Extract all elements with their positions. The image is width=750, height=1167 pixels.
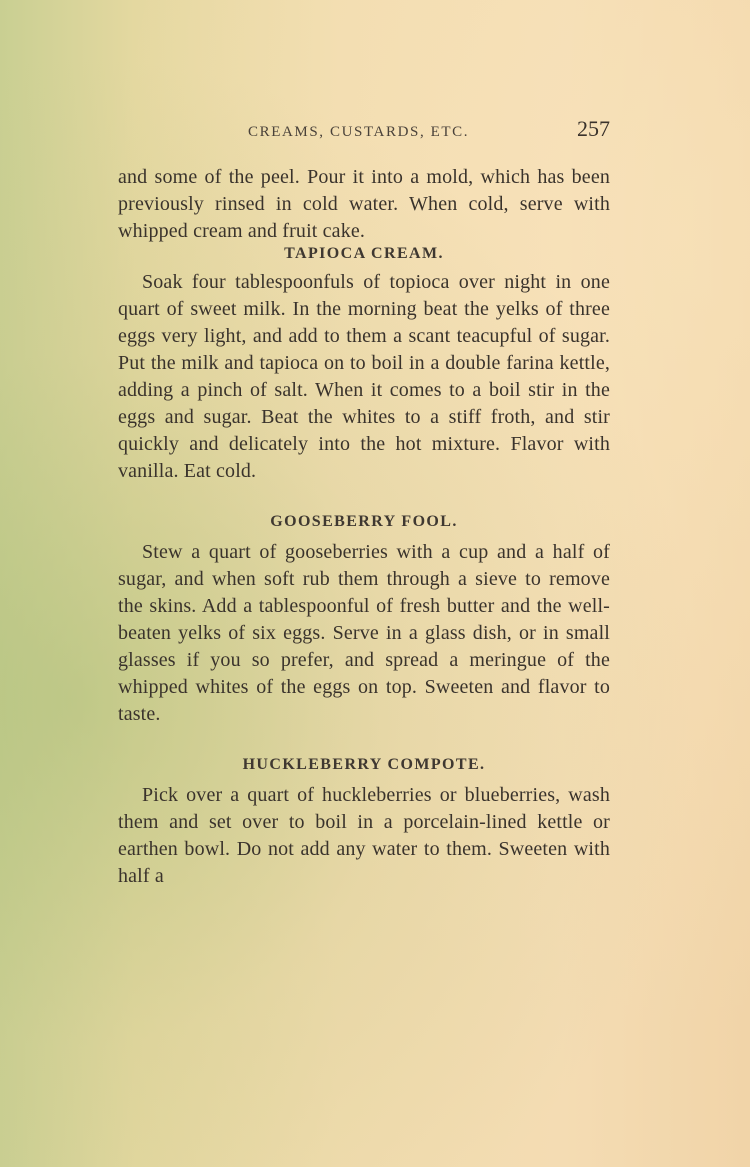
book-page xyxy=(118,112,610,890)
running-head xyxy=(118,112,610,144)
intro-paragraph: and some of the peel. Pour it into a mold, which has been previously rinsed in cold water. When cold, serve with whipped cream and fruit cake. xyxy=(118,166,610,242)
section-heading-gooseberry-fool: GOOSEBERRY FOOL. xyxy=(270,513,458,530)
section-text-huckleberry-compote: Pick over a quart of huckleberries or blueberries, wash them and set over to boil in a porcelain-lined kettle or earthen bowl. Do not add any water to them. Sweeten with half a xyxy=(118,784,610,887)
running-title: CREAMS, CUSTARDS, ETC. xyxy=(248,124,470,140)
section-text-gooseberry-fool: Stew a quart of gooseberries with a cup and a half of sugar, and when soft rub them through a sieve to remove the skins. Add a tablespoonful of fresh butter and the well-beaten yelks of six eggs. Serve in a glass dish, or in small glasses if you so prefer, and spread a meringue of the whipped whites of the eggs on top. Sweeten and flavor to taste. xyxy=(118,541,610,725)
section-heading-huckleberry-compote: HUCKLEBERRY COMPOTE. xyxy=(242,756,486,773)
page-number: 257 xyxy=(577,116,610,141)
section-text-tapioca-cream: Soak four tablespoonfuls of topioca over night in one quart of sweet milk. In the morning beat the yelks of three eggs very light, and add to them a scant teacupful of sugar. Put the milk and tapioca on to boil in a double farina kettle, adding a pinch of salt. When it comes to a boil stir in the eggs and sugar. Beat the whites to a stiff froth, and stir quickly and delicately into the hot mixture. Flavor with vanilla. Eat cold. xyxy=(118,271,610,482)
section-heading-tapioca-cream: TAPIOCA CREAM. xyxy=(284,245,444,262)
